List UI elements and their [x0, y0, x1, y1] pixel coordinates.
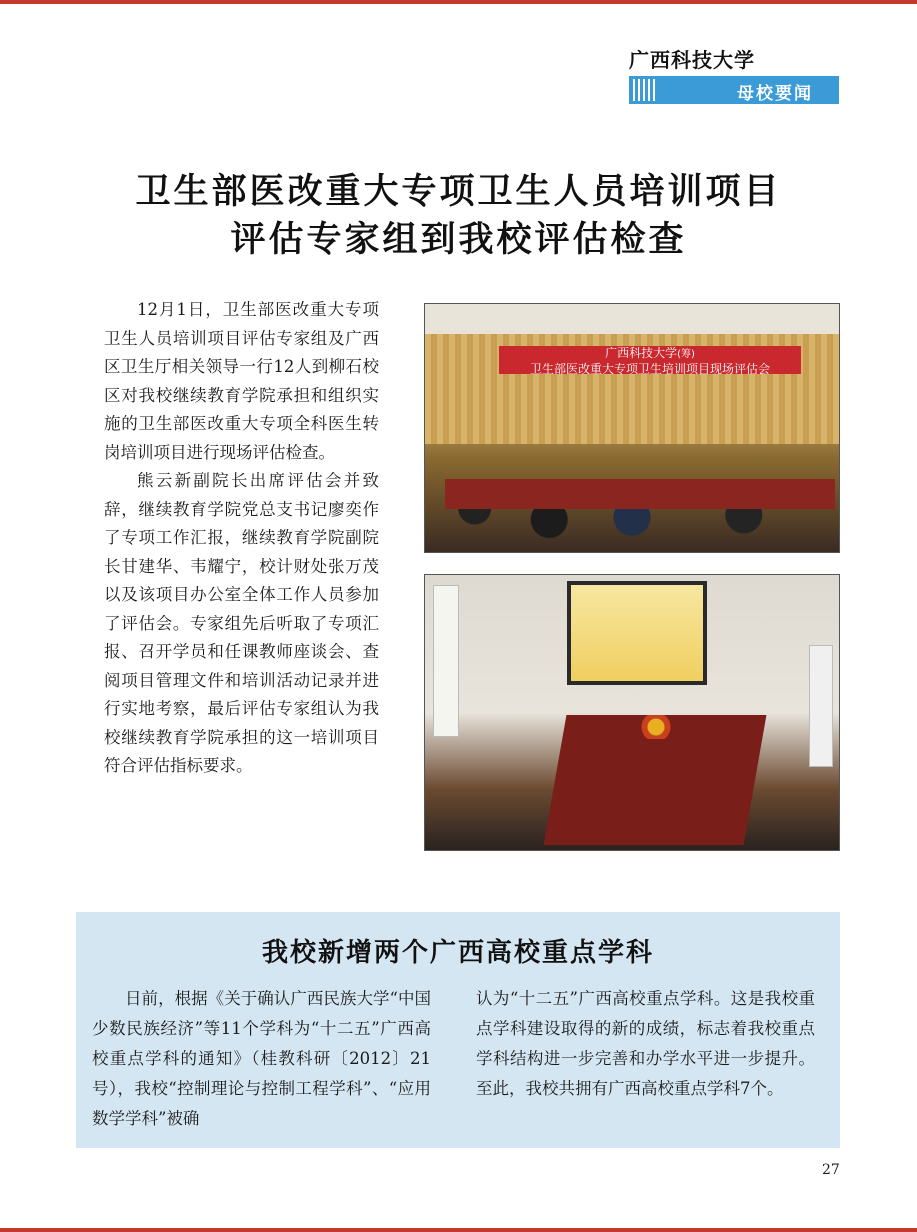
flower-arrangement: [621, 715, 691, 739]
projection-screen: [567, 581, 707, 685]
school-name: 广西科技大学: [629, 48, 755, 72]
box-title: 我校新增两个广西高校重点学科: [261, 938, 654, 968]
section-label: 母校要闻: [737, 84, 813, 104]
banner-suffix: (筹): [677, 349, 695, 360]
article-paragraph: 12月1日，卫生部医改重大专项卫生人员培训项目评估专家组及广西区卫生厅相关领导一行12人到柳石校区对我校继续教育学院承担和组织实施的卫生部医改重大专项全科医生转岗培训项目进行现场评估检查。: [104, 300, 379, 462]
meeting-photo-2: [424, 574, 840, 851]
box-text-right: 认为“十二五”广西高校重点学科。这是我校重点学科建设取得的新的成绩，标志着我校重点学科结构进一步完善和办学水平进一步提升。至此，我校共拥有广西高校重点学科7个。: [476, 989, 815, 1098]
air-conditioner: [809, 645, 833, 767]
page-number: 27: [822, 1162, 840, 1178]
meeting-banner: [499, 346, 801, 374]
banner-subtitle: 卫生部医改重大专项卫生培训项目现场评估会: [529, 362, 770, 376]
top-rule: [0, 0, 917, 4]
ceiling: [425, 304, 839, 334]
banner-school: 广西科技大学: [605, 346, 678, 360]
stripes-decoration: [633, 79, 657, 101]
window: [433, 585, 459, 737]
title-line-2: 评估专家组到我校评估检查: [230, 219, 687, 260]
conference-table: [445, 479, 835, 509]
news-box: [76, 912, 840, 1148]
title-line-1: 卫生部医改重大专项卫生人员培训项目: [135, 171, 782, 212]
article-body: [104, 296, 379, 781]
meeting-photo-1: [424, 303, 840, 553]
masthead: [629, 48, 839, 104]
article-paragraph: 熊云新副院长出席评估会并致辞，继续教育学院党总支书记廖奕作了专项工作汇报，继续教育学院副院长甘建华、韦耀宁，校计财处张万茂以及该项目办公室全体工作人员参加了评估会。专家组先后听取了专项汇报、召开学员和任课教师座谈会、查阅项目管理文件和培训活动记录并进行实地考察，最后评估专家组认为我校继续教育学院承担的这一培训项目符合评估指标要求。: [104, 471, 379, 775]
bottom-rule: [0, 1228, 917, 1232]
article-title: [0, 168, 917, 264]
section-bar: [629, 76, 839, 104]
box-text-left: 日前，根据《关于确认广西民族大学“中国少数民族经济”等11个学科为“十二五”广西高校重点学科的通知》（桂教科研〔2012〕21号），我校“控制理论与控制工程学科”、“应用数学学科”被确: [92, 989, 431, 1128]
